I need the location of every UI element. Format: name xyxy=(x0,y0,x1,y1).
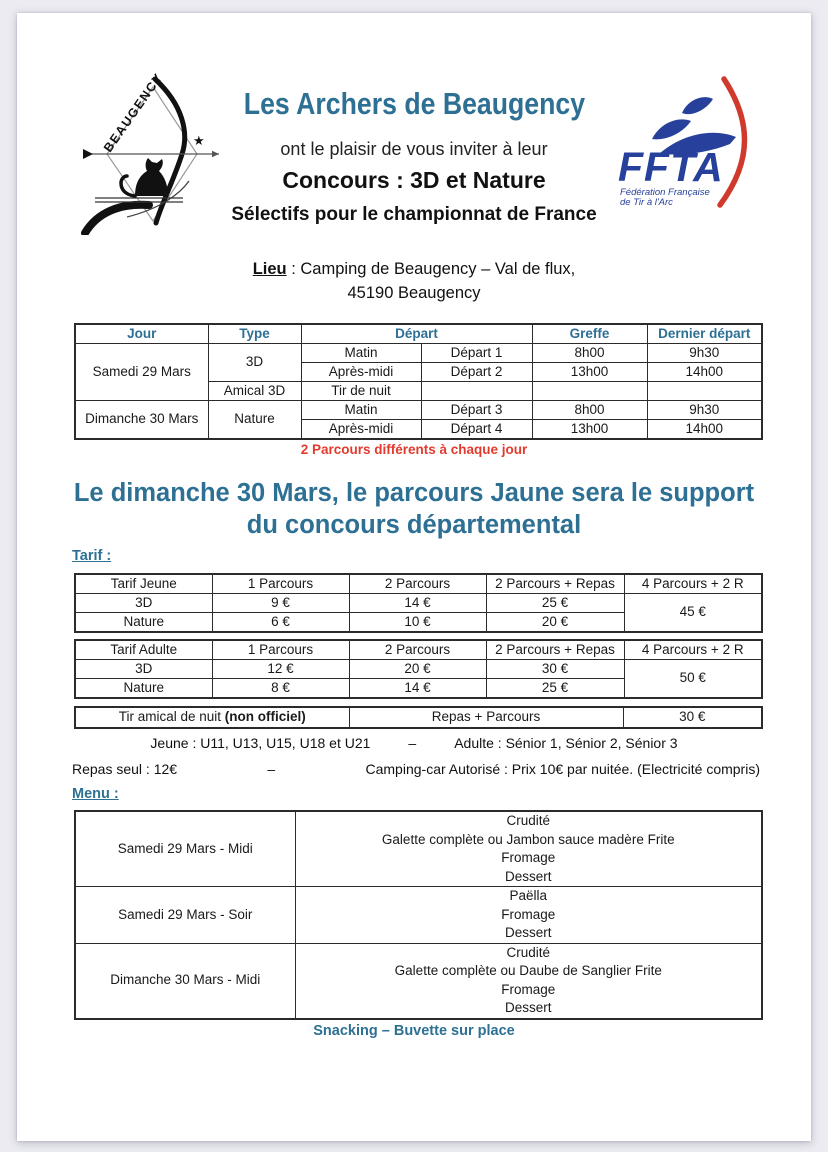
schedule-cell: Matin xyxy=(301,401,421,420)
tarif-cell: 12 € xyxy=(212,660,349,679)
tarif-cell: 3D xyxy=(75,660,212,679)
schedule-header-dernier: Dernier départ xyxy=(647,324,762,344)
ffta-swoosh-left xyxy=(652,119,691,139)
tarif-adulte-title: Tarif Adulte xyxy=(75,640,212,660)
snacking-footer: Snacking – Buvette sur place xyxy=(313,1023,515,1039)
tarif-col-header: 2 Parcours + Repas xyxy=(486,640,624,660)
categories-jeune: Jeune : U11, U13, U15, U18 et U21 xyxy=(150,735,371,751)
tarif-cell: 6 € xyxy=(212,613,349,633)
schedule-cell: Départ 3 xyxy=(421,401,532,420)
tarif-col-header: 4 Parcours + 2 R xyxy=(624,574,762,594)
departemental-heading xyxy=(17,477,811,541)
schedule-type-3d: 3D xyxy=(208,344,301,382)
location-line1 xyxy=(17,257,811,281)
club-name-title: Les Archers de Beaugency xyxy=(243,86,585,121)
tarif-cell: 3D xyxy=(75,594,212,613)
night-shoot-table xyxy=(74,706,763,729)
night-label-bold: (non officiel) xyxy=(224,709,306,725)
schedule-header-row xyxy=(75,324,762,344)
schedule-header-type: Type xyxy=(208,324,301,344)
tarif-col-header: 2 Parcours + Repas xyxy=(486,574,624,594)
schedule-cell: Départ 2 xyxy=(421,363,532,382)
menu-item: Crudité xyxy=(506,944,551,960)
menu-table xyxy=(74,810,763,1020)
menu-item: Fromage xyxy=(501,981,556,997)
tarif-jeune-title: Tarif Jeune xyxy=(75,574,212,594)
tarif-cell: 20 € xyxy=(486,613,624,633)
tarif-adulte-table xyxy=(74,639,763,699)
schedule-cell: 8h00 xyxy=(532,344,647,363)
location-block xyxy=(17,257,811,305)
schedule-cell: 13h00 xyxy=(532,363,647,382)
schedule-cell: 9h30 xyxy=(647,344,762,363)
selectif-subtitle: Sélectifs pour le championnat de France xyxy=(231,204,597,225)
menu-items xyxy=(295,943,762,1019)
tarif-combo-cell: 50 € xyxy=(624,660,762,699)
schedule-cell-empty xyxy=(647,382,762,401)
tarif-cell: 8 € xyxy=(212,679,349,699)
schedule-cell: Départ 4 xyxy=(421,420,532,440)
schedule-cell: Matin xyxy=(301,344,421,363)
menu-row xyxy=(75,811,762,887)
schedule-type-nature: Nature xyxy=(208,401,301,440)
tarif-section-label: Tarif : xyxy=(72,548,112,564)
invite-line: ont le plaisir de vous inviter à leur xyxy=(280,139,548,159)
schedule-cell: 14h00 xyxy=(647,420,762,440)
tarif-row xyxy=(75,660,762,679)
dash-separator: – xyxy=(267,761,276,777)
menu-item: Dessert xyxy=(504,868,552,884)
schedule-table xyxy=(74,323,763,440)
schedule-cell: 8h00 xyxy=(532,401,647,420)
club-logo-text: BEAUGENCY xyxy=(100,70,167,155)
ffta-caption-line2: de Tir à l'Arc xyxy=(620,197,673,208)
tarif-cell: 25 € xyxy=(486,679,624,699)
tarif-jeune-table xyxy=(74,573,763,633)
menu-when: Samedi 29 Mars - Midi xyxy=(75,811,295,887)
tarif-header-row xyxy=(75,574,762,594)
menu-when: Samedi 29 Mars - Soir xyxy=(75,887,295,944)
tarif-cell: 14 € xyxy=(349,594,486,613)
schedule-day-saturday: Samedi 29 Mars xyxy=(75,344,208,401)
schedule-row xyxy=(75,344,762,363)
menu-item: Paëlla xyxy=(509,888,548,903)
menu-item: Galette complète ou Jambon sauce madère Frite xyxy=(381,831,675,847)
extras-line xyxy=(72,761,760,777)
document-page xyxy=(17,13,811,1141)
menu-item: Dessert xyxy=(504,925,552,940)
tarif-col-header: 1 Parcours xyxy=(212,574,349,594)
location-line2: 45190 Beaugency xyxy=(347,284,481,302)
tarif-cell: Nature xyxy=(75,679,212,699)
heading-line2: du concours départemental xyxy=(246,511,582,539)
event-title: Concours : 3D et Nature xyxy=(282,167,546,193)
schedule-cell-empty xyxy=(421,382,532,401)
schedule-cell: Départ 1 xyxy=(421,344,532,363)
tarif-cell: 30 € xyxy=(486,660,624,679)
schedule-cell: Après-midi xyxy=(301,363,421,382)
schedule-cell: Tir de nuit xyxy=(301,382,421,401)
ffta-acronym: FFTA xyxy=(618,144,724,190)
menu-item: Galette complète ou Daube de Sanglier Frite xyxy=(394,963,662,978)
schedule-cell: 9h30 xyxy=(647,401,762,420)
night-shoot-price: 30 € xyxy=(623,707,762,728)
menu-when: Dimanche 30 Mars - Midi xyxy=(75,943,295,1019)
location-rest: : Camping de Beaugency – Val de flux, xyxy=(286,260,576,278)
categories-line xyxy=(17,735,811,751)
heading-line1: Le dimanche 30 Mars, le parcours Jaune sera le support xyxy=(73,479,755,507)
tarif-cell: 20 € xyxy=(349,660,486,679)
schedule-row xyxy=(75,401,762,420)
menu-item: Fromage xyxy=(501,906,556,922)
night-label-normal: Tir amical de nuit xyxy=(118,709,225,725)
star-icon: ★ xyxy=(193,133,205,148)
red-note: 2 Parcours différents à chaque jour xyxy=(300,442,528,457)
ffta-caption-line1: Fédération Française xyxy=(620,187,710,198)
tarif-col-header: 1 Parcours xyxy=(212,640,349,660)
location-label: Lieu xyxy=(252,260,287,278)
camping-car-info: Camping-car Autorisé : Prix 10€ par nuitée. (Electricité compris) xyxy=(365,761,760,777)
tarif-cell: 9 € xyxy=(212,594,349,613)
menu-row xyxy=(75,943,762,1019)
night-shoot-label xyxy=(75,707,349,728)
schedule-header-greffe: Greffe xyxy=(532,324,647,344)
tarif-header-row xyxy=(75,640,762,660)
tarif-row xyxy=(75,594,762,613)
schedule-cell: 13h00 xyxy=(532,420,647,440)
menu-item: Dessert xyxy=(504,1000,552,1015)
schedule-cell-empty xyxy=(532,382,647,401)
schedule-header-jour: Jour xyxy=(75,324,208,344)
night-shoot-row xyxy=(75,707,762,728)
categories-adulte: Adulte : Sénior 1, Sénior 2, Sénior 3 xyxy=(454,735,678,751)
tarif-cell: 25 € xyxy=(486,594,624,613)
schedule-header-depart: Départ xyxy=(301,324,532,344)
tarif-combo-cell: 45 € xyxy=(624,594,762,633)
menu-row xyxy=(75,887,762,944)
schedule-type-amical: Amical 3D xyxy=(208,382,301,401)
tarif-cell: 10 € xyxy=(349,613,486,633)
schedule-cell: Après-midi xyxy=(301,420,421,440)
menu-items xyxy=(295,811,762,887)
menu-section-label: Menu : xyxy=(72,786,119,802)
menu-items xyxy=(295,887,762,944)
tarif-cell: Nature xyxy=(75,613,212,633)
tarif-col-header: 2 Parcours xyxy=(349,640,486,660)
menu-item: Crudité xyxy=(506,813,551,828)
tarif-col-header: 2 Parcours xyxy=(349,574,486,594)
menu-item: Fromage xyxy=(501,850,556,865)
repas-seul: Repas seul : 12€ xyxy=(72,761,178,777)
dash-separator: – xyxy=(408,735,417,751)
tarif-cell: 14 € xyxy=(349,679,486,699)
tarif-col-header: 4 Parcours + 2 R xyxy=(624,640,762,660)
schedule-cell: 14h00 xyxy=(647,363,762,382)
night-shoot-middle: Repas + Parcours xyxy=(349,707,623,728)
schedule-day-sunday: Dimanche 30 Mars xyxy=(75,401,208,440)
